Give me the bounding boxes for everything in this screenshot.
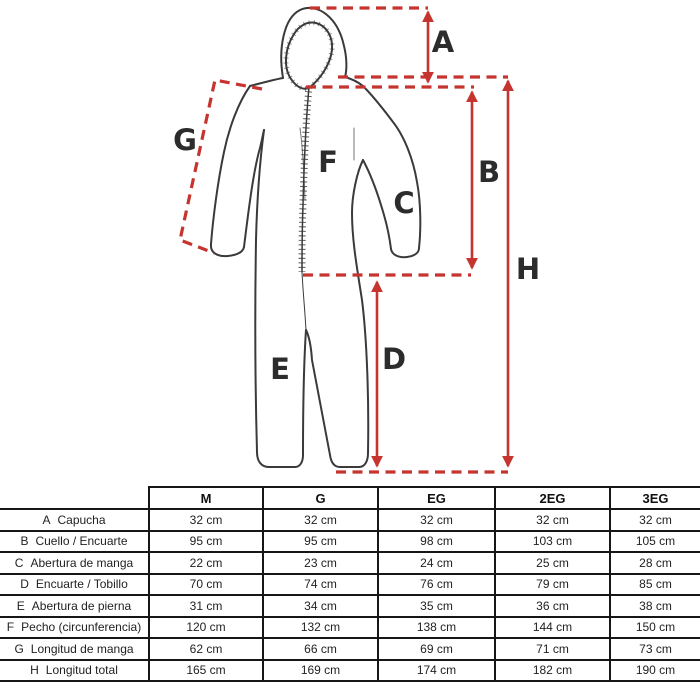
column-header-3eg: 3EG — [610, 487, 700, 509]
left-leg-inner — [303, 330, 306, 455]
hood-face-opening — [286, 23, 332, 89]
cell-value: 76 cm — [378, 574, 495, 596]
cell-value: 24 cm — [378, 552, 495, 574]
column-header-m: M — [149, 487, 263, 509]
cell-value: 25 cm — [495, 552, 610, 574]
measure-label-d: D — [381, 342, 407, 376]
column-header-eg: EG — [378, 487, 495, 509]
cell-value: 23 cm — [263, 552, 378, 574]
hood-outline — [281, 8, 346, 78]
left-shoulder — [250, 78, 283, 86]
cell-value: 35 cm — [378, 595, 495, 617]
table-row-longitud-total — [0, 660, 700, 682]
left-cuff — [211, 244, 244, 256]
right-leg-inner — [306, 330, 330, 455]
row-label: F Pecho (circunferencia) — [0, 617, 149, 639]
row-label: A Capucha — [0, 509, 149, 531]
cell-value: 105 cm — [610, 531, 700, 553]
cell-value: 62 cm — [149, 638, 263, 660]
cell-value: 190 cm — [610, 660, 700, 682]
table-row-abertura-manga — [0, 552, 700, 574]
cell-value: 144 cm — [495, 617, 610, 639]
cell-value: 103 cm — [495, 531, 610, 553]
cell-value: 132 cm — [263, 617, 378, 639]
right-leg-hem — [330, 455, 359, 467]
cell-value: 150 cm — [610, 617, 700, 639]
cell-value: 36 cm — [495, 595, 610, 617]
measure-label-e: E — [270, 352, 290, 386]
cell-value: 32 cm — [263, 509, 378, 531]
measure-label-h: H — [515, 252, 541, 286]
right-sleeve-inner — [363, 160, 391, 249]
cell-value: 32 cm — [378, 509, 495, 531]
row-label: E Abertura de pierna — [0, 595, 149, 617]
cell-value: 73 cm — [610, 638, 700, 660]
measure-label-g: G — [173, 123, 197, 157]
cell-value: 174 cm — [378, 660, 495, 682]
cell-value: 95 cm — [263, 531, 378, 553]
cell-value: 38 cm — [610, 595, 700, 617]
cell-value: 169 cm — [263, 660, 378, 682]
cell-value: 165 cm — [149, 660, 263, 682]
row-label: G Longitud de manga — [0, 638, 149, 660]
cell-value: 120 cm — [149, 617, 263, 639]
cell-value: 182 cm — [495, 660, 610, 682]
measurement-lines — [180, 8, 508, 472]
row-label: H Longitud total — [0, 660, 149, 682]
cell-value: 34 cm — [263, 595, 378, 617]
column-header-2eg: 2EG — [495, 487, 610, 509]
cell-value: 32 cm — [495, 509, 610, 531]
table-row-abertura-pierna — [0, 595, 700, 617]
cell-value: 138 cm — [378, 617, 495, 639]
row-label: B Cuello / Encuarte — [0, 531, 149, 553]
measure-label-c: C — [393, 186, 415, 220]
table-row-capucha — [0, 509, 700, 531]
corner-cell — [0, 487, 149, 509]
cell-value: 31 cm — [149, 595, 263, 617]
cell-value: 28 cm — [610, 552, 700, 574]
front-seam-lower — [302, 272, 306, 330]
header-row — [0, 487, 700, 509]
row-label: D Encuarte / Tobillo — [0, 574, 149, 596]
table-row-longitud-manga — [0, 638, 700, 660]
right-cuff — [391, 248, 419, 257]
size-table — [0, 486, 700, 682]
cell-value: 98 cm — [378, 531, 495, 553]
measure-label-f: F — [318, 145, 338, 179]
cell-value: 74 cm — [263, 574, 378, 596]
cell-value: 95 cm — [149, 531, 263, 553]
column-header-g: G — [263, 487, 378, 509]
measure-label-a: A — [431, 25, 455, 59]
cell-value: 32 cm — [149, 509, 263, 531]
table-row-encuarte-tobillo — [0, 574, 700, 596]
left-leg-hem — [269, 455, 303, 467]
cell-value: 32 cm — [610, 509, 700, 531]
table-row-pecho — [0, 617, 700, 639]
left-sleeve-outer — [211, 86, 250, 244]
size-table-body — [0, 509, 700, 681]
right-sleeve-outer — [363, 86, 420, 248]
measurement-letter-labels — [173, 25, 540, 386]
size-table-header — [0, 487, 700, 509]
cell-value: 22 cm — [149, 552, 263, 574]
measure-label-b: B — [477, 155, 501, 189]
cell-value: 71 cm — [495, 638, 610, 660]
right-side-and-leg — [352, 160, 368, 467]
cell-value: 70 cm — [149, 574, 263, 596]
cell-value: 66 cm — [263, 638, 378, 660]
row-label: C Abertura de manga — [0, 552, 149, 574]
left-side-and-leg — [255, 130, 269, 467]
cell-value: 69 cm — [378, 638, 495, 660]
cell-value: 79 cm — [495, 574, 610, 596]
cell-value: 85 cm — [610, 574, 700, 596]
table-row-cuello — [0, 531, 700, 553]
hood-elastic-texture — [286, 23, 332, 89]
